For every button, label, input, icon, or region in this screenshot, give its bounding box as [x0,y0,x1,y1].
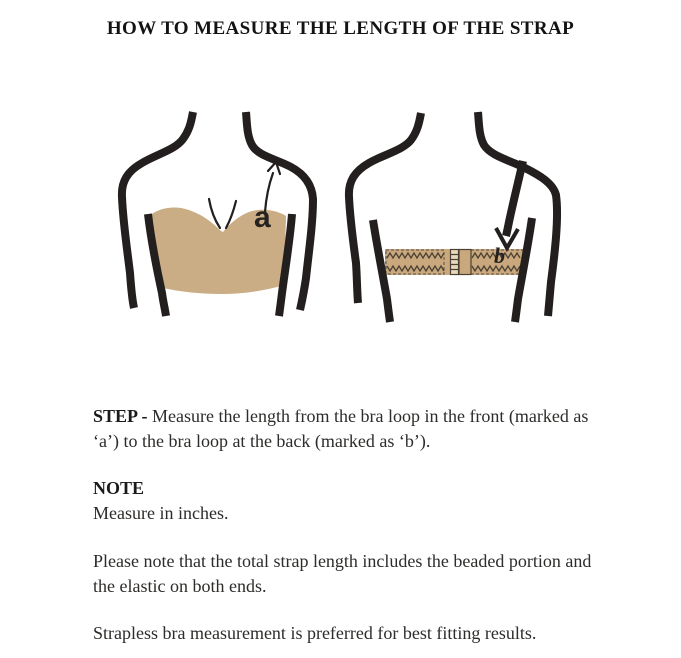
note-text: Measure in inches. [93,503,229,523]
step-paragraph [93,404,615,454]
step-text: Measure the length from the bra loop in the front (marked as ‘a’) to the bra loop at the back (marked as ‘b’). [93,406,589,451]
front-figure [122,112,313,316]
back-arrow-shaft [506,161,523,236]
step-label: STEP - [93,406,148,426]
back-clasp-ladder [451,250,459,275]
beaded-portion-note: Please note that the total strap length includes the beaded portion and the elastic on both ends. [93,551,592,596]
strapless-bra-note: Strapless bra measurement is preferred for best fitting results. [93,623,537,643]
back-point-label-b: b [494,243,505,268]
back-clasp-slide [459,250,471,275]
page-title: HOW TO MEASURE THE LENGTH OF THE STRAP [106,18,575,39]
front-point-label-a: a [254,201,271,234]
note-label: NOTE [93,478,145,498]
back-figure [349,112,557,322]
note-block [93,476,615,526]
